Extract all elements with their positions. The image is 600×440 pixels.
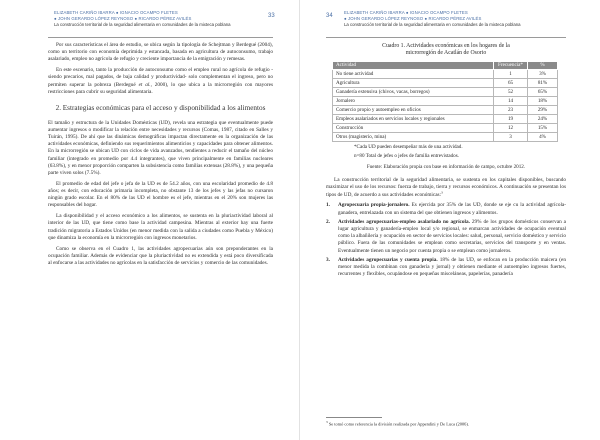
paragraph: Por sus características el área de estudio, se ubica según la tipología de Schejtman y Berdegué (2004), como un territorio con economía deprimida y estancada, basada en agricultura de autoconsumo, trabajo asalariado, empleo no agrícola de refugio y creciente importancia de la emigración y remesas. [48, 42, 273, 63]
header-running-title: La construcción territorial de la seguridad alimentaria en comunidades de la mixteca poblana [344, 21, 521, 27]
paragraph: El tamaño y estructura de la Unidades Domésticas (UD), revela una estrategia que eventualmente puede aumentar ingresos o modificar la relación entre necesidades y recursos (Comas, 1987, citado en Salles y Tuirán, 1995). De ahí que las dinámicas demográficas impactan directamente en la organización de las actividades económicas, definiendo sus requerimientos alimenticios y capacidades para obtener alimentos. En la microrregión se ubican UD con ciclos de vida avanzados, tendientes a reducir el tamaño del núcleo familiar (integrado en promedio por 4.4 integrantes), que viven principalmente en familias nucleares (63.8%), y en menor proporción comparten la subsistencia como familias extensas (28.8%), y una pequeña parte viven solos (7.5%). [48, 119, 273, 177]
percent-cell: 24% [528, 115, 558, 124]
list-number: 3. [326, 256, 330, 263]
frequency-cell: 14 [494, 96, 528, 105]
paragraph-text: En este escenario, tanto la producción de autoconsumo como el empleo rural no agrícola de refugio -siendo precarios, mal pagados, de baja calidad y productividad- solo complementan el ingreso, pero no permiten superar la pobreza (Berdegué [48, 67, 273, 88]
footnote-ref[interactable]: 3 [441, 189, 443, 194]
activity-cell: Ganadería extensiva (chivos, vacas, borregos) [333, 87, 494, 96]
activity-cell: Comercio propio y autoempleo en oficios [333, 105, 494, 114]
section-title: 2. Estrategias económicas para el acceso y disponibilidad a los alimentos [55, 104, 266, 113]
table-row [333, 69, 558, 78]
activity-cell: Agricultura [333, 78, 494, 87]
paragraph [48, 67, 273, 96]
left-page-body [48, 42, 273, 271]
frequency-cell: 1 [494, 69, 528, 78]
table-source: Fuente: Elaboración propia con base en información de campo, octubre 2012. [366, 163, 526, 170]
paragraph: El promedio de edad del jefe o jefa de la UD es de 54.2 años, con una escolaridad promedio de 4.8 años; es decir, con educación primaria incompleta, no obstante 13 de los jefes y las jefas no cursaron ningún grado escolar. En el 80% de las UD el hombre es el jefe, mientras en el 20% son mujeres las responsables del hogar. [48, 180, 273, 209]
percent-cell: 29% [528, 105, 558, 114]
list-item [326, 257, 566, 279]
table-row [333, 124, 558, 133]
list-item [326, 219, 566, 255]
table-row [333, 115, 558, 124]
paragraph: Como se observa en el Cuadro 1, las actividades agropecuarias aún son preponderantes en la ocupación familiar. Además de evidenciar que la pluriactividad no es extendida y está poco diversificada al enfocarse a las actividades no agrícolas en la satisfacción de servicios y comercio de las comunidades. [48, 245, 273, 267]
list-item-text: 29% de los grupos domésticos conservan a lugar agricultura y ganadería-empleo local y/o regional, se enmarcan actividades de ocupación eventual como la albañilería y ocupación en sector de servicios locales: salud, personal, servicio doméstico y servicio público. Fuera de las comunidades se emplean como secretarias, servicios del transporte y en ventas. Eventualmente tienen un negocio por cuenta propia o se emplean como jornaleros. [338, 218, 567, 254]
header-divider [326, 37, 566, 38]
paragraph-italic: et al. [138, 81, 151, 88]
table-note: *Cada UD pueden desempeñar más de una actividad. [354, 144, 463, 151]
activities-table [332, 61, 558, 143]
activity-cell: Otros (magisterio, mina) [333, 133, 494, 142]
table-row [333, 78, 558, 87]
paragraph [326, 177, 566, 199]
list-item-title: Actividades agropecuarias y cuenta propia. [338, 256, 438, 263]
table-row [333, 105, 558, 114]
activity-cell: No tiene actividad [333, 69, 494, 78]
list-item-text: 18% de las UD, se enfocan en la producción maicera (en menor medida la combinan con ganadería y jornal) y obtienen mediante el autoempleo ingresos fuertes, recurrentes y flexibles, ocupándose en pequeñas misceláneas, papelerías, panadería [338, 256, 566, 278]
footnote [326, 420, 566, 427]
frequency-cell: 52 [494, 87, 528, 96]
page-number: 33 [268, 13, 275, 19]
paragraph-text: La construcción territorial de la seguridad alimentaria, se sustenta en los capitales disponibles, buscando maximizar el uso de los recursos: fuerza de trabajo, tierra y recursos económicos. A continuación se presentan los tipos de UD, de acuerdo a sus actividades económicas: [326, 177, 566, 198]
list-item-title: Agropecuaria propia-jornalero. [338, 202, 410, 209]
footnote-marker: 3 [326, 420, 328, 424]
frequency-cell: 65 [494, 78, 528, 87]
header-authors-line-1: ELIZABETH CARIÑO IBARRA ● IGNACIO OCAMPO FLETES [344, 10, 468, 15]
list-number: 1. [326, 202, 330, 209]
table-caption-line-2: microrregión de Acatlán de Osorio [405, 49, 487, 56]
percent-cell: 18% [528, 96, 558, 105]
header-authors-line-2: ● JOHN GERARDO LÓPEZ REYNOSO ● RICARDO PÉREZ AVILÉS [54, 15, 192, 21]
table-row [333, 96, 558, 105]
running-header-left [54, 10, 254, 27]
table-header-row [333, 61, 558, 69]
footnote-text: Se tomó como referencia la división realizada por Appendini y De Luca (2006). [328, 421, 469, 427]
paragraph-text: , 2000), lo que ubica a la microrregión con mayores restricciones para cubrir su seguridad alimentaria. [48, 81, 273, 95]
table-caption-line-1: Cuadro 1. Actividades económicas en los hogares de la [382, 43, 510, 49]
percent-cell: 4% [528, 133, 558, 142]
list-item-text: Es ejercida por 35% de las UD, donde se eje cu la actividad agrícola-ganadera, entrelazada con un sistema del que obtienen ingresos y alimentos. [338, 202, 566, 216]
activity-cell: Construcción [333, 124, 494, 133]
page-number: 34 [326, 13, 333, 19]
column-header-percent: % [528, 61, 558, 69]
table-row [333, 133, 558, 142]
activity-cell: Empleos asalariados en servicios locales y regionales [333, 115, 494, 124]
header-running-title: La construcción territorial de la seguridad alimentaria en comunidades de la mixteca poblana [54, 21, 231, 27]
percent-cell: 65% [528, 87, 558, 96]
activity-cell: Jornalero [333, 96, 494, 105]
list-item [326, 202, 566, 216]
paragraph: La disponibilidad y el acceso económico a los alimentos, se sustenta en la pluriactividad laboral al interior de las UD, que tiene como base la actividad campesina. Mientras al exterior hay una fuerte tradición migratoria a Estados Unidos (en menor medida con la salida a ciudades como Puebla y México) que dinamiza la economía en la microrregión con ingresos monetarios. [48, 213, 273, 241]
column-header-activity: Actividad [333, 61, 494, 69]
header-authors-line-2: ● JOHN GERARDO LÓPEZ REYNOSO ● RICARDO PÉREZ AVILÉS [344, 15, 482, 21]
table-row [333, 87, 558, 96]
column-header-frequency: Frecuencia* [494, 61, 528, 69]
right-page-body [326, 40, 566, 280]
running-header-right [344, 10, 564, 27]
list-item-title: Actividades agropecuarias-empleo asalariado no agrícola. [338, 218, 470, 225]
percent-cell: 3% [528, 69, 558, 78]
percent-cell: 81% [528, 78, 558, 87]
right-page [300, 0, 600, 440]
percent-cell: 15% [528, 124, 558, 133]
frequency-cell: 19 [494, 115, 528, 124]
frequency-cell: 3 [494, 133, 528, 142]
frequency-cell: 12 [494, 124, 528, 133]
table-caption [326, 43, 566, 57]
household-types-list [326, 202, 566, 278]
table-note: n=80 Total de jefes o jefes de familia entrevistados. [354, 152, 459, 159]
header-authors-line-1: ELIZABETH CARIÑO IBARRA ● IGNACIO OCAMPO FLETES [54, 10, 178, 15]
footnote-divider [326, 417, 382, 418]
frequency-cell: 23 [494, 105, 528, 114]
list-number: 2. [326, 218, 330, 225]
header-divider [48, 37, 273, 38]
